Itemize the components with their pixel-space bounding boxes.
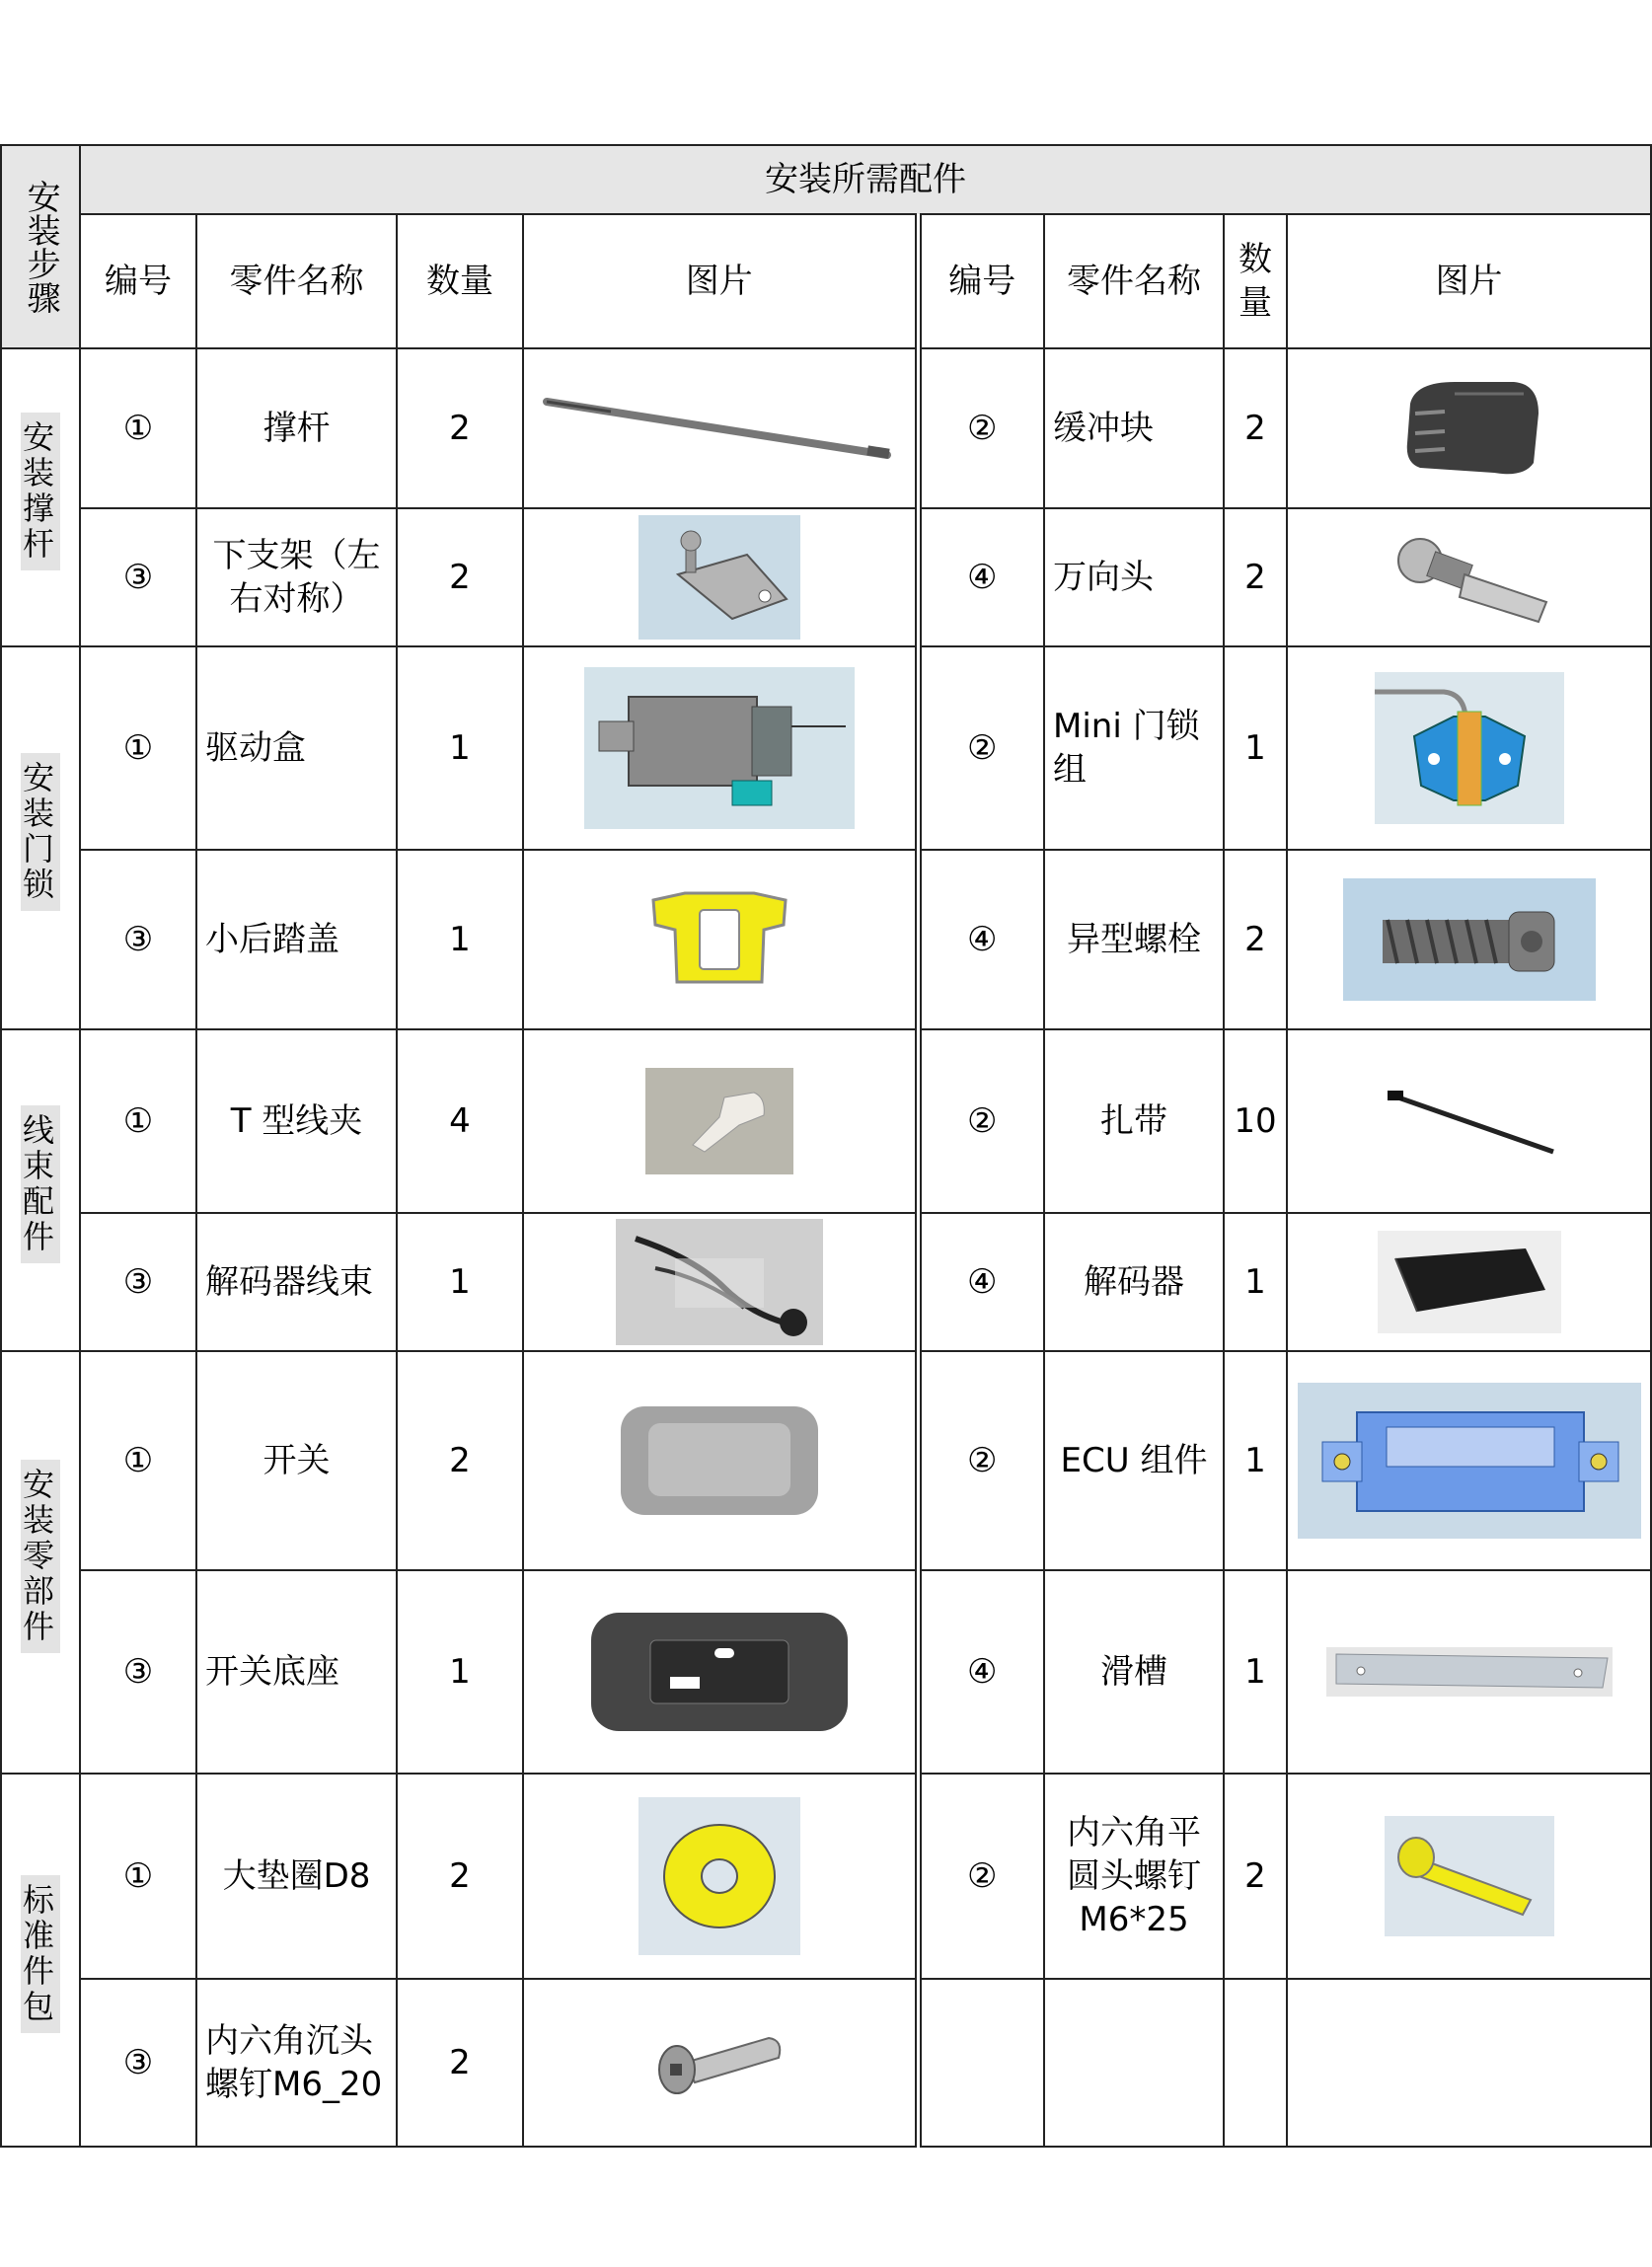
item-name: 异型螺栓: [1044, 850, 1224, 1029]
item-qty: 2: [397, 508, 523, 646]
button-head-screw-image: [1287, 1774, 1651, 1979]
step-label: 线束配件: [21, 1105, 60, 1263]
item-qty: 1: [1224, 646, 1287, 850]
header-number-left: 编号: [80, 214, 196, 348]
item-name: 解码器线束: [196, 1213, 397, 1351]
item-name: 内六角平圆头螺钉M6*25: [1044, 1774, 1224, 1979]
item-qty: 2: [1224, 508, 1287, 646]
cable-tie-image: [1287, 1029, 1651, 1213]
header-name-right: 零件名称: [1044, 214, 1224, 348]
step-cell: [1, 1774, 80, 2147]
special-bolt-image: [1287, 850, 1651, 1029]
header-qty-right: 数量: [1224, 214, 1287, 348]
item-qty: 1: [1224, 1351, 1287, 1570]
slide-rail-image: [1287, 1570, 1651, 1774]
step-cell: [1, 1351, 80, 1774]
mini-door-lock-image: [1287, 646, 1651, 850]
header-number-right: 编号: [918, 214, 1044, 348]
header-picture-left: 图片: [523, 214, 918, 348]
item-qty: 1: [397, 646, 523, 850]
item-qty: 1: [397, 850, 523, 1029]
step-label: 安装门锁: [21, 753, 60, 911]
item-qty: 2: [397, 1979, 523, 2147]
step-label: 安装撑杆: [21, 413, 60, 570]
step-column-header: 安装步骤: [1, 145, 80, 348]
table-title: 安装所需配件: [80, 145, 1651, 214]
item-number: ①: [80, 1029, 196, 1213]
step-cell: [1, 646, 80, 1029]
item-name: 缓冲块: [1044, 348, 1224, 508]
step-label: 安装零部件: [21, 1460, 60, 1653]
item-qty: 2: [1224, 850, 1287, 1029]
step-cell: [1, 1029, 80, 1351]
item-name: 扎带: [1044, 1029, 1224, 1213]
item-number: ②: [918, 1351, 1044, 1570]
t-clip-image: [523, 1029, 918, 1213]
item-number: ④: [918, 508, 1044, 646]
rear-step-cover-image: [523, 850, 918, 1029]
item-number: [918, 1979, 1044, 2147]
header-picture-right: 图片: [1287, 214, 1651, 348]
item-name: 开关底座: [196, 1570, 397, 1774]
item-number: ③: [80, 1979, 196, 2147]
item-qty: 1: [1224, 1570, 1287, 1774]
switch-base-image: [523, 1570, 918, 1774]
item-qty: 10: [1224, 1029, 1287, 1213]
decoder-image: [1287, 1213, 1651, 1351]
item-name: 滑槽: [1044, 1570, 1224, 1774]
item-name: 解码器: [1044, 1213, 1224, 1351]
item-name: [1044, 1979, 1224, 2147]
switch-image: [523, 1351, 918, 1570]
drive-box-image: [523, 646, 918, 850]
item-number: ④: [918, 850, 1044, 1029]
buffer-block-image: [1287, 348, 1651, 508]
item-number: ①: [80, 646, 196, 850]
item-number: ③: [80, 508, 196, 646]
empty-image-cell: [1287, 1979, 1651, 2147]
item-name: 小后踏盖: [196, 850, 397, 1029]
item-name: 开关: [196, 1351, 397, 1570]
parts-table: [0, 144, 1652, 2148]
item-number: ①: [80, 1351, 196, 1570]
countersunk-screw-image: [523, 1979, 918, 2147]
item-qty: 2: [1224, 348, 1287, 508]
item-name: 下支架（左右对称）: [196, 508, 397, 646]
item-number: ②: [918, 348, 1044, 508]
item-qty: 2: [397, 1774, 523, 1979]
item-name: 大垫圈D8: [196, 1774, 397, 1979]
item-name: ECU 组件: [1044, 1351, 1224, 1570]
item-qty: 2: [397, 1351, 523, 1570]
item-qty: 1: [397, 1570, 523, 1774]
item-number: ①: [80, 348, 196, 508]
header-qty-left: 数量: [397, 214, 523, 348]
item-qty: 1: [1224, 1213, 1287, 1351]
item-number: ④: [918, 1213, 1044, 1351]
item-name: 撑杆: [196, 348, 397, 508]
item-name: Mini 门锁组: [1044, 646, 1224, 850]
item-number: ③: [80, 1570, 196, 1774]
item-name: T 型线夹: [196, 1029, 397, 1213]
item-number: ②: [918, 646, 1044, 850]
item-qty: 4: [397, 1029, 523, 1213]
header-name-left: 零件名称: [196, 214, 397, 348]
item-number: ④: [918, 1570, 1044, 1774]
strut-rod-image: [523, 348, 918, 508]
washer-image: [523, 1774, 918, 1979]
item-name: 内六角沉头螺钉M6_20: [196, 1979, 397, 2147]
item-qty: 2: [397, 348, 523, 508]
step-label: 标准件包: [21, 1875, 60, 2033]
lower-bracket-image: [523, 508, 918, 646]
item-number: ③: [80, 1213, 196, 1351]
ball-joint-image: [1287, 508, 1651, 646]
ecu-image: [1287, 1351, 1651, 1570]
item-number: ③: [80, 850, 196, 1029]
item-number: ①: [80, 1774, 196, 1979]
item-qty: [1224, 1979, 1287, 2147]
item-number: ②: [918, 1774, 1044, 1979]
item-number: ②: [918, 1029, 1044, 1213]
item-qty: 2: [1224, 1774, 1287, 1979]
step-cell: [1, 348, 80, 646]
item-name: 万向头: [1044, 508, 1224, 646]
decoder-harness-image: [523, 1213, 918, 1351]
item-qty: 1: [397, 1213, 523, 1351]
item-name: 驱动盒: [196, 646, 397, 850]
